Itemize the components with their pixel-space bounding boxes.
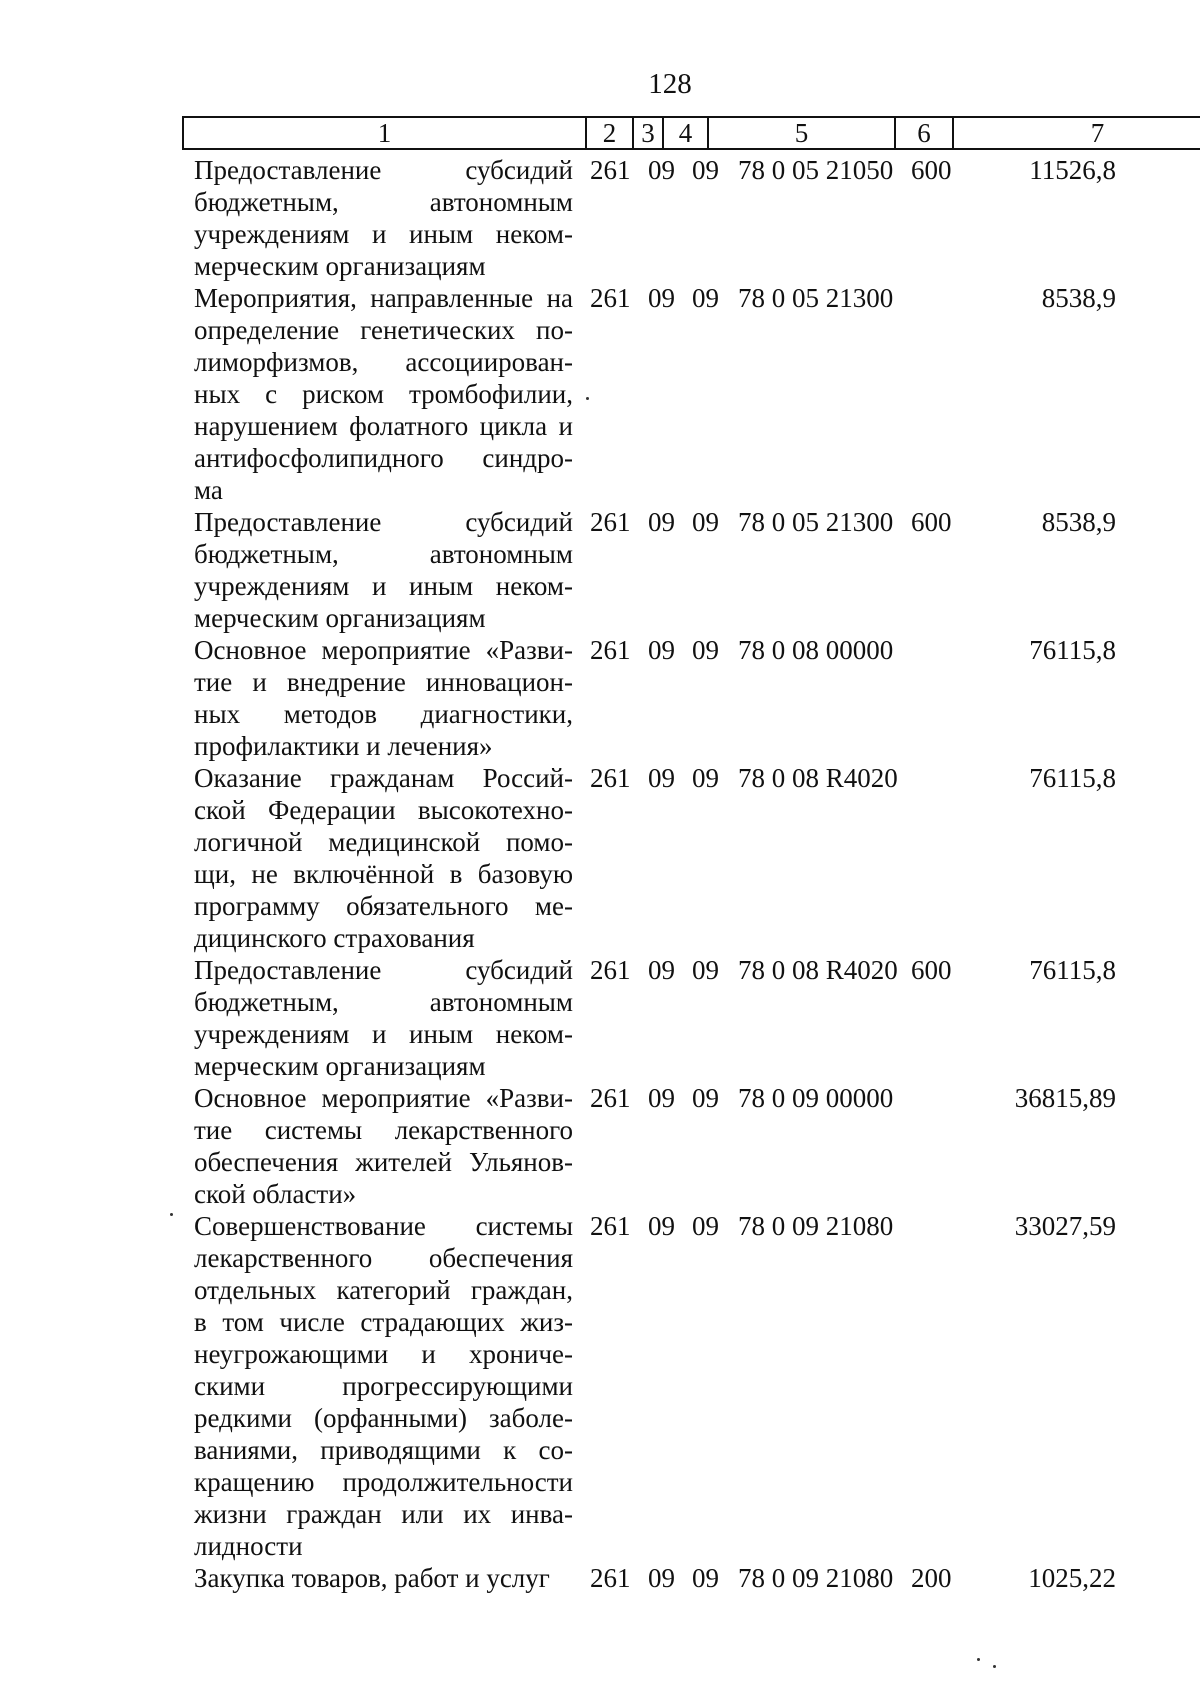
description-line: ской Федерации высокотехно- [194,795,573,825]
cell-col-4: 09 [692,955,719,985]
description-line: скими прогрессирующими [194,1371,573,1401]
description-line: Совершенствование системы [194,1211,573,1241]
scan-speck [993,1665,996,1668]
description-line: тие системы лекарственного [194,1115,573,1145]
cell-col-7: 11526,8 [1029,155,1116,185]
cell-col-4: 09 [692,1563,719,1593]
cell-col-3: 09 [648,635,675,665]
description-line: в том числе страдающих жиз- [194,1307,573,1337]
description-line: бюджетным, автономным [194,987,573,1017]
cell-col-3: 09 [648,1211,675,1241]
cell-col-2: 261 [590,1563,631,1593]
header-col-2: 2 [587,118,634,148]
description-line: определение генетических по- [194,315,573,345]
description-line: дицинского страхования [194,923,475,953]
cell-col-2: 261 [590,1083,631,1113]
row-description [194,762,573,954]
cell-col-6: 600 [911,955,952,985]
row-description [194,1210,573,1562]
description-line: учреждениям и иным неком- [194,571,573,601]
cell-col-5: 78 0 05 21300 [738,507,894,537]
cell-col-6: 200 [911,1563,952,1593]
description-line: щи, не включённой в базовую [194,859,573,889]
cell-col-7: 33027,59 [1014,1211,1116,1241]
scan-speck [170,1213,173,1216]
description-line: учреждениям и иным неком- [194,1019,573,1049]
description-line: логичной медицинской помо- [194,827,573,857]
cell-col-7: 76115,8 [1029,955,1116,985]
cell-col-2: 261 [590,635,631,665]
cell-col-6: 600 [911,155,952,185]
table-header-row [182,116,1200,150]
cell-col-7: 8538,9 [1041,283,1116,313]
table-row [0,154,1200,282]
cell-col-2: 261 [590,507,631,537]
row-description [194,954,573,1082]
cell-col-7: 8538,9 [1041,507,1116,537]
description-line: Предоставление субсидий [194,155,573,185]
description-line: редкими (орфанными) заболе- [194,1403,573,1433]
header-col-5: 5 [709,118,896,148]
header-col-4: 4 [664,118,709,148]
cell-col-3: 09 [648,955,675,985]
description-line: Предоставление субсидий [194,507,573,537]
cell-col-7: 76115,8 [1029,635,1116,665]
cell-col-3: 09 [648,1563,675,1593]
description-line: обеспечения жителей Ульянов- [194,1147,573,1177]
description-line: ма [194,475,223,505]
cell-col-4: 09 [692,283,719,313]
description-line: ных методов диагностики, [194,699,573,729]
header-col-6: 6 [896,118,954,148]
description-line: Основное мероприятие «Разви- [194,635,573,665]
cell-col-7: 1025,22 [1028,1563,1116,1593]
description-line: Закупка товаров, работ и услуг [194,1563,550,1593]
cell-col-3: 09 [648,763,675,793]
cell-col-4: 09 [692,1211,719,1241]
cell-col-5: 78 0 05 21050 [738,155,894,185]
table-row [0,762,1200,954]
description-line: ных с риском тромбофилии, [194,379,573,409]
description-line: Оказание гражданам Россий- [194,763,573,793]
description-line: учреждениям и иным неком- [194,219,573,249]
table-row [0,506,1200,634]
row-description [194,154,573,282]
description-line: нарушением фолатного цикла и [194,411,573,441]
description-line: лиморфизмов, ассоциирован- [194,347,573,377]
cell-col-5: 78 0 08 R4020 [738,763,898,793]
description-line: бюджетным, автономным [194,187,573,217]
cell-col-2: 261 [590,763,631,793]
header-col-1: 1 [184,118,587,148]
description-line: бюджетным, автономным [194,539,573,569]
description-line: Мероприятия, направленные на [194,283,573,313]
cell-col-5: 78 0 09 21080 [738,1211,894,1241]
cell-col-4: 09 [692,507,719,537]
cell-col-2: 261 [590,955,631,985]
description-line: лидности [194,1531,303,1561]
description-line: тие и внедрение инновацион- [194,667,573,697]
description-line: антифосфолипидного синдро- [194,443,573,473]
row-description [194,282,573,506]
table-row [0,1210,1200,1562]
cell-col-7: 76115,8 [1029,763,1116,793]
page-number: 128 [648,68,692,100]
table-row [0,282,1200,506]
header-col-3: 3 [634,118,664,148]
header-col-7: 7 [1090,118,1105,148]
row-description [194,506,573,634]
scan-speck [977,1658,980,1661]
cell-col-4: 09 [692,763,719,793]
cell-col-5: 78 0 05 21300 [738,283,894,313]
description-line: отдельных категорий граждан, [194,1275,573,1305]
cell-col-5: 78 0 09 00000 [738,1083,894,1113]
table-body [0,154,1200,1594]
description-line: Основное мероприятие «Разви- [194,1083,573,1113]
cell-col-5: 78 0 09 21080 [738,1563,894,1593]
description-line: ской области» [194,1179,357,1209]
description-line: жизни граждан или их инва- [194,1499,573,1529]
description-line: Предоставление субсидий [194,955,573,985]
description-line: неугрожающими и хрониче- [194,1339,573,1369]
scan-speck [586,397,589,400]
table-row [0,634,1200,762]
table-row [0,1562,1200,1594]
description-line: профилактики и лечения» [194,731,493,761]
table-row [0,1082,1200,1210]
description-line: программу обязательного ме- [194,891,573,921]
description-line: мерческим организациям [194,603,486,633]
cell-col-2: 261 [590,155,631,185]
cell-col-3: 09 [648,1083,675,1113]
description-line: лекарственного обеспечения [194,1243,573,1273]
cell-col-4: 09 [692,1083,719,1113]
description-line: мерческим организациям [194,251,486,281]
cell-col-3: 09 [648,283,675,313]
table-row [0,954,1200,1082]
cell-col-3: 09 [648,507,675,537]
description-line: кращению продолжительности [194,1467,573,1497]
cell-col-4: 09 [692,635,719,665]
cell-col-4: 09 [692,155,719,185]
row-description [194,1562,573,1594]
cell-col-7: 36815,89 [1014,1083,1116,1113]
cell-col-2: 261 [590,283,631,313]
row-description [194,634,573,762]
cell-col-3: 09 [648,155,675,185]
cell-col-6: 600 [911,507,952,537]
cell-col-5: 78 0 08 R4020 [738,955,898,985]
cell-col-2: 261 [590,1211,631,1241]
cell-col-5: 78 0 08 00000 [738,635,894,665]
description-line: ваниями, приводящими к со- [194,1435,573,1465]
row-description [194,1082,573,1210]
description-line: мерческим организациям [194,1051,486,1081]
